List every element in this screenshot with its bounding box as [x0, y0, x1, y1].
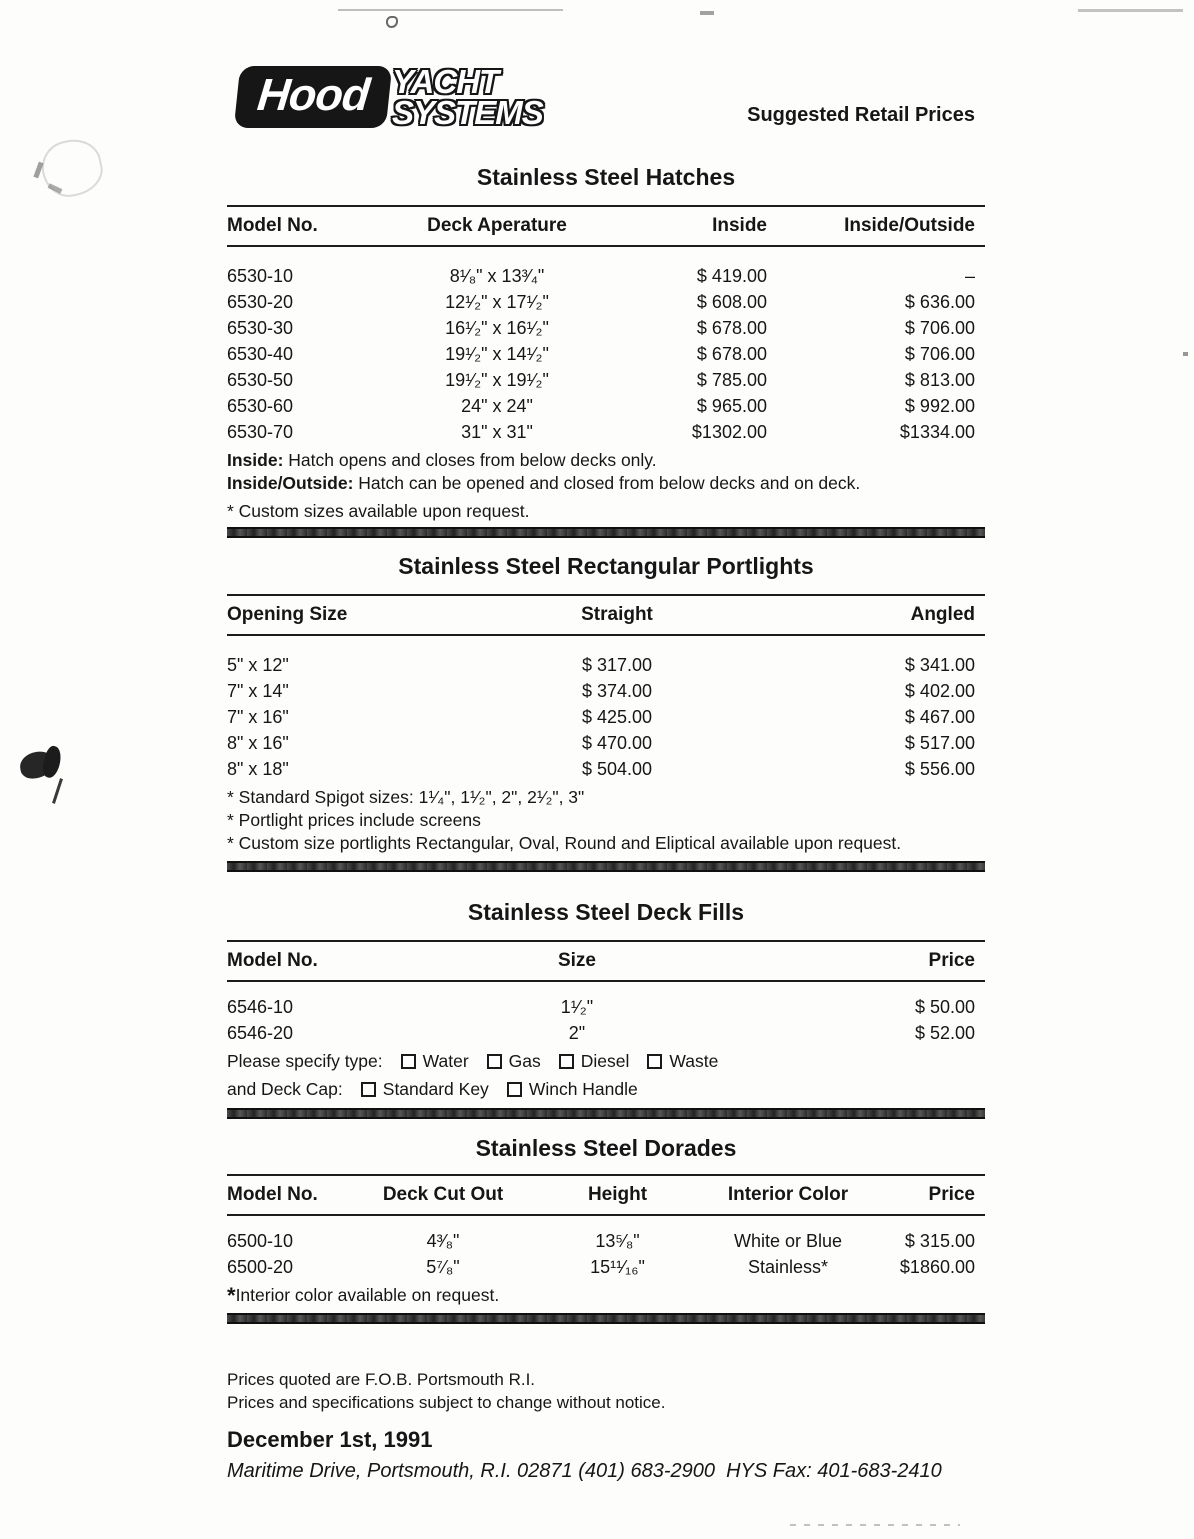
note-label: Inside: — [227, 450, 284, 470]
table-row — [227, 263, 985, 289]
table-cell: $ 374.00 — [581, 681, 653, 701]
checkbox-icon — [487, 1054, 502, 1069]
note-line — [227, 449, 985, 472]
table-cell: 8¹⁄₈" x 13³⁄₄" — [449, 266, 545, 286]
section-title: Stainless Steel Hatches — [476, 164, 736, 190]
table-cell: $ 467.00 — [904, 707, 975, 727]
column-header: Deck Aperature — [427, 215, 567, 236]
column-header: Price — [928, 1184, 975, 1205]
table-cell: 15¹¹⁄₁₆" — [590, 1257, 645, 1277]
table-cell: White or Blue — [733, 1231, 843, 1251]
table-cell: 12¹⁄₂" x 17¹⁄₂" — [445, 292, 549, 312]
table-cell: 7" x 14" — [227, 681, 289, 701]
checkbox-icon — [361, 1082, 376, 1097]
type-option-gas — [487, 1048, 541, 1074]
note-line — [227, 472, 985, 495]
note-text: * Custom sizes available upon request. — [227, 501, 530, 521]
table-cell: – — [964, 266, 975, 286]
table-cell: $ 678.00 — [696, 318, 767, 338]
table-cell: $ 419.00 — [696, 266, 767, 286]
table-cell: 6530-60 — [227, 396, 294, 416]
table-cell: $ 52.00 — [914, 1023, 975, 1043]
table-cell: 7" x 16" — [227, 707, 289, 727]
scan-artifact-dash — [338, 9, 563, 11]
hatches-table-body — [227, 247, 985, 445]
table-cell: $ 706.00 — [904, 344, 975, 364]
portlights-table-body — [227, 636, 985, 782]
column-header: Model No. — [227, 1184, 318, 1205]
cap-option-winch-handle — [507, 1076, 638, 1102]
type-option-diesel — [559, 1048, 630, 1074]
table-cell: $ 341.00 — [904, 655, 975, 675]
scan-artifact-squiggle — [386, 16, 398, 28]
table-cell: 6500-10 — [227, 1231, 294, 1251]
section-divider — [227, 1108, 985, 1119]
checkbox-label: Standard Key — [382, 1079, 489, 1099]
table-cell: 6530-70 — [227, 422, 294, 442]
note-line: * Standard Spigot sizes: 1¹⁄₄", 1¹⁄₂", 2", 2¹⁄₂", 3" — [227, 787, 585, 807]
table-cell: $ 813.00 — [904, 370, 975, 390]
table-row — [227, 994, 985, 1020]
table-cell: $ 425.00 — [581, 707, 653, 727]
note-text: Hatch opens and closes from below decks only. — [283, 450, 657, 470]
checkbox-label: Diesel — [580, 1051, 630, 1071]
table-row — [227, 419, 985, 445]
portlights-notes — [227, 786, 985, 855]
dorades-header-row — [227, 1176, 985, 1214]
table-row — [227, 652, 985, 678]
logo-line-yacht: YACHT — [392, 63, 499, 100]
table-cell: 16¹⁄₂" x 16¹⁄₂" — [445, 318, 549, 338]
table-cell: 6546-20 — [227, 1023, 294, 1043]
checkbox-label: Gas — [508, 1051, 541, 1071]
table-cell: $ 608.00 — [696, 292, 767, 312]
table-cell: 6546-10 — [227, 997, 294, 1017]
scan-artifact-dots — [790, 1524, 960, 1526]
scan-artifact-dash — [700, 11, 714, 15]
table-row — [227, 756, 985, 782]
table-cell: 6530-20 — [227, 292, 294, 312]
type-option-water — [401, 1048, 469, 1074]
table-row — [227, 289, 985, 315]
hatches-section — [227, 163, 985, 538]
scan-artifact-speck — [1183, 352, 1188, 356]
portlights-section — [227, 552, 985, 872]
deckfills-section — [227, 898, 985, 1119]
column-header: Price — [928, 950, 975, 971]
table-row — [227, 1254, 985, 1280]
column-header: Model No. — [227, 950, 318, 971]
section-title: Stainless Steel Dorades — [475, 1135, 737, 1161]
table-row — [227, 1228, 985, 1254]
section-title: Stainless Steel Rectangular Portlights — [398, 553, 814, 579]
column-header: Interior Color — [727, 1184, 849, 1205]
cap-option-standard-key — [361, 1076, 489, 1102]
section-divider — [227, 1313, 985, 1324]
ink-blot — [40, 744, 64, 779]
table-row — [227, 1020, 985, 1046]
page-title: Suggested Retail Prices — [747, 104, 975, 126]
deckfills-header-row — [227, 942, 985, 980]
note-line — [227, 500, 985, 523]
note-text: Interior color available on request. — [235, 1285, 500, 1305]
ink-blot — [52, 778, 63, 804]
table-cell: 2" — [568, 1023, 586, 1043]
checkbox-label: Winch Handle — [528, 1079, 638, 1099]
table-cell: 6500-20 — [227, 1257, 294, 1277]
specify-type-label: Please specify type: — [227, 1051, 383, 1071]
asterisk: * — [227, 1283, 236, 1308]
table-cell: $ 470.00 — [581, 733, 653, 753]
table-cell: $ 556.00 — [904, 759, 975, 779]
column-header: Size — [557, 950, 597, 971]
scan-smudge-ring — [37, 134, 107, 201]
table-row — [227, 678, 985, 704]
table-row — [227, 704, 985, 730]
table-cell: $ 517.00 — [904, 733, 975, 753]
note-text: Hatch can be opened and closed from below decks and on deck. — [353, 473, 861, 493]
table-cell: 1¹⁄₂" — [560, 997, 594, 1017]
specify-type-line — [227, 1048, 985, 1074]
table-cell: Stainless* — [747, 1257, 829, 1277]
table-cell: 5⁷⁄₈" — [426, 1257, 460, 1277]
table-cell: 6530-30 — [227, 318, 294, 338]
note-line: * Custom size portlights Rectangular, Oval, Round and Eliptical available upon request. — [227, 833, 902, 853]
column-header: Height — [587, 1184, 648, 1205]
table-row — [227, 315, 985, 341]
checkbox-label: Waste — [669, 1051, 719, 1071]
table-cell: $1334.00 — [899, 422, 975, 442]
table-cell: 31" x 31" — [461, 422, 533, 442]
deck-cap-label: and Deck Cap: — [227, 1079, 343, 1099]
column-header: Deck Cut Out — [382, 1184, 504, 1205]
table-cell: $ 678.00 — [696, 344, 767, 364]
logo-line-systems: SYSTEMS — [392, 94, 543, 131]
table-cell: 6530-10 — [227, 266, 294, 286]
table-cell: 24" x 24" — [461, 396, 533, 416]
table-cell: $ 402.00 — [904, 681, 975, 701]
checkbox-icon — [559, 1054, 574, 1069]
table-cell: 19¹⁄₂" x 19¹⁄₂" — [445, 370, 549, 390]
checkbox-icon — [507, 1082, 522, 1097]
deck-cap-line — [227, 1076, 985, 1102]
address-line: Maritime Drive, Portsmouth, R.I. 02871 (401) 683-2900 HYS Fax: 401-683-2410 — [227, 1460, 942, 1482]
table-cell: $ 50.00 — [914, 997, 975, 1017]
table-row — [227, 341, 985, 367]
hatches-notes — [227, 449, 985, 523]
table-row — [227, 367, 985, 393]
note-line: * Portlight prices include screens — [227, 810, 481, 830]
table-cell: $ 965.00 — [696, 396, 767, 416]
table-cell: $ 785.00 — [696, 370, 767, 390]
table-cell: 4³⁄₈" — [426, 1231, 460, 1251]
dorades-note — [227, 1284, 985, 1307]
checkbox-label: Water — [422, 1051, 469, 1071]
table-cell: 8" x 18" — [227, 759, 289, 779]
column-header: Straight — [581, 604, 653, 625]
deckfills-table-body — [227, 982, 985, 1046]
table-cell: 6530-50 — [227, 370, 294, 390]
fob-note: Prices quoted are F.O.B. Portsmouth R.I. — [227, 1370, 536, 1389]
hatches-header-row — [227, 207, 985, 245]
table-cell: $1302.00 — [691, 422, 767, 442]
section-title: Stainless Steel Deck Fills — [467, 899, 745, 925]
portlights-header-row — [227, 596, 985, 634]
change-note: Prices and specifications subject to change without notice. — [227, 1393, 666, 1412]
table-cell: $ 315.00 — [904, 1231, 975, 1251]
table-row — [227, 393, 985, 419]
table-row — [227, 730, 985, 756]
hood-logo-text: Hood — [255, 69, 372, 120]
type-option-waste — [647, 1048, 718, 1074]
section-divider — [227, 527, 985, 538]
checkbox-icon — [647, 1054, 662, 1069]
dorades-table-body — [227, 1216, 985, 1280]
table-cell: $ 992.00 — [904, 396, 975, 416]
table-cell: $ 317.00 — [581, 655, 653, 675]
table-cell: 13⁵⁄₈" — [595, 1231, 640, 1251]
column-header: Opening Size — [227, 604, 348, 625]
note-label: Inside/Outside: — [227, 473, 354, 493]
footer — [227, 1368, 985, 1484]
table-cell: 19¹⁄₂" x 14¹⁄₂" — [445, 344, 549, 364]
table-cell: 6530-40 — [227, 344, 294, 364]
dorades-section — [227, 1134, 985, 1324]
scan-artifact-dash — [1078, 9, 1183, 12]
column-header: Model No. — [227, 215, 318, 236]
column-header: Inside/Outside — [844, 215, 975, 236]
column-header: Inside — [712, 215, 767, 236]
table-cell: 8" x 16" — [227, 733, 289, 753]
checkbox-icon — [401, 1054, 416, 1069]
table-cell: $ 504.00 — [581, 759, 653, 779]
table-cell: $ 706.00 — [904, 318, 975, 338]
table-cell: 5" x 12" — [227, 655, 289, 675]
section-divider — [227, 861, 985, 872]
table-cell: $1860.00 — [899, 1257, 975, 1277]
table-cell: $ 636.00 — [904, 292, 975, 312]
date: December 1st, 1991 — [227, 1427, 433, 1452]
column-header: Angled — [910, 604, 975, 625]
